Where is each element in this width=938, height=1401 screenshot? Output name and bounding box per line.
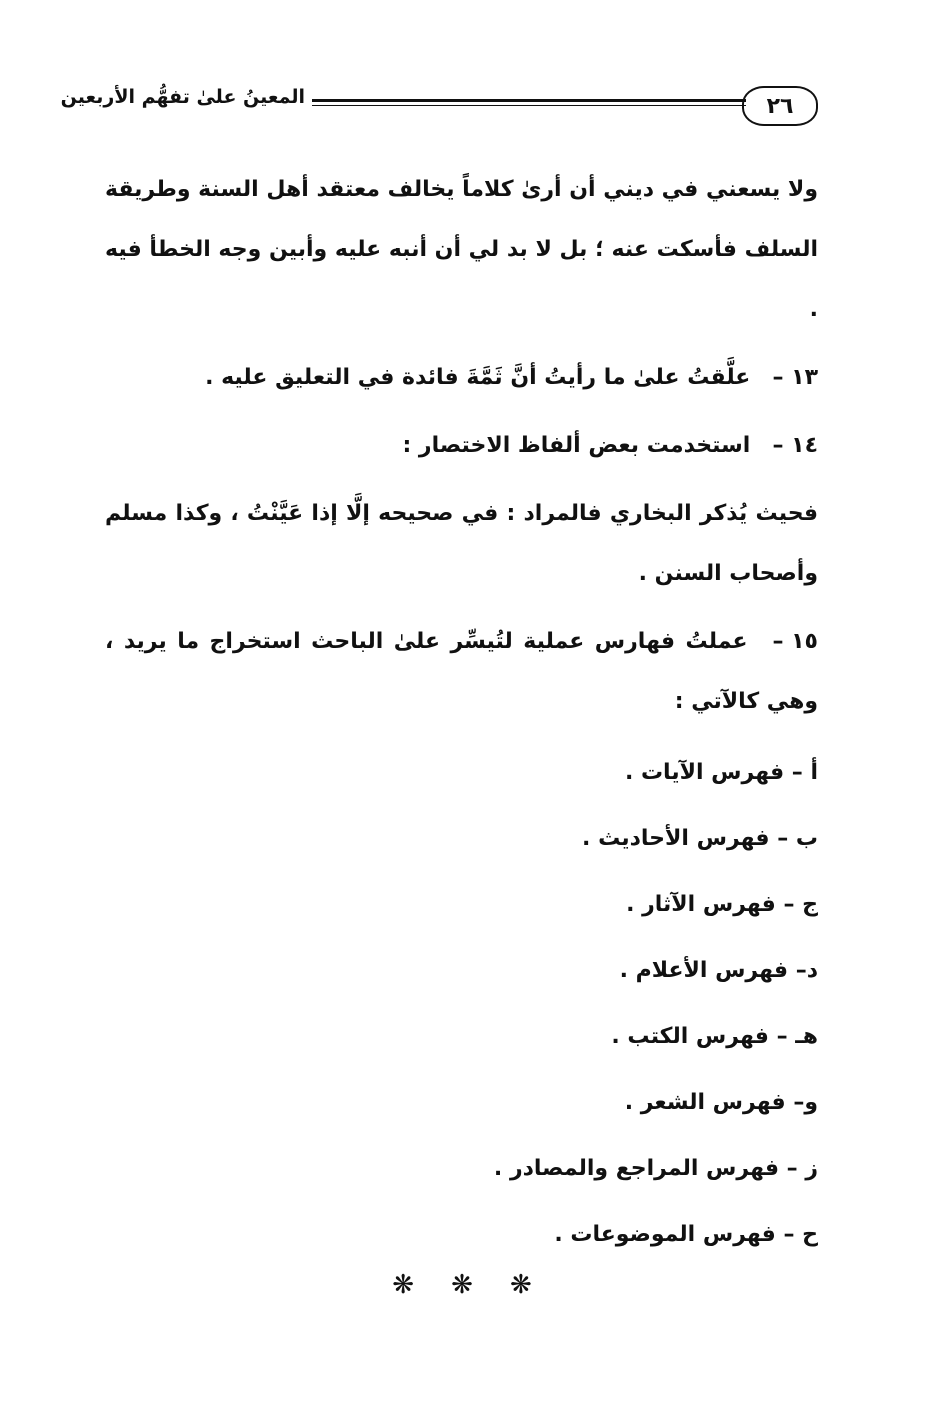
index-list-item: هـ – فهرس الكتب . — [611, 1024, 818, 1049]
item-15-text: عملتُ فهارس عملية لتُيسِّر علىٰ الباحث استخراج ما يريد ، وهي كالآتي : — [105, 629, 818, 714]
item-14-number: ١٤ – — [772, 433, 818, 458]
paragraph-1: ولا يسعني في ديني أن أرىٰ كلاماً يخالف معتقد أهل السنة وطريقة السلف فأسكت عنه ؛ بل لا بد لي أن أنبه عليه وأبين وجه الخطأ فيه . — [105, 177, 818, 322]
index-list-item: و– فهرس الشعر . — [624, 1090, 818, 1115]
index-list-item: ح – فهرس الموضوعات . — [554, 1222, 818, 1247]
header-rule-thick — [312, 99, 746, 102]
index-list-item: ج – فهرس الآثار . — [626, 892, 818, 917]
item-14-text: استخدمت بعض ألفاظ الاختصار : — [402, 433, 751, 458]
index-list-item: ز – فهرس المراجع والمصادر . — [493, 1156, 818, 1181]
section-separator: ❋ ❋ ❋ — [392, 1270, 546, 1300]
item-13-text: علَّقتُ علىٰ ما رأيتُ أنَّ ثَمَّةَ فائدة في التعليق عليه . — [205, 365, 751, 390]
page-header — [60, 82, 818, 130]
index-list-item: د– فهرس الأعلام . — [619, 958, 818, 983]
page-content — [105, 160, 818, 1268]
index-list-item: أ – فهرس الآيات . — [624, 760, 818, 785]
item-13-number: ١٣ – — [772, 365, 818, 390]
header-rule-thin — [312, 105, 746, 106]
item-13 — [105, 348, 818, 408]
page-number: ٢٦ — [742, 86, 818, 126]
paragraph-2: فحيث يُذكر البخاري فالمراد : في صحيحه إلَّا إذا عَيَّنْتُ ، وكذا مسلم وأصحاب السنن . — [105, 501, 818, 586]
item-14 — [105, 416, 818, 476]
header-rule — [312, 99, 746, 109]
item-15-number: ١٥ – — [772, 629, 818, 654]
item-15 — [105, 612, 818, 732]
index-list-item: ب – فهرس الأحاديث . — [582, 826, 818, 851]
index-list — [105, 740, 818, 1268]
book-title: المعينُ علىٰ تفهُّم الأربعين — [60, 86, 305, 108]
